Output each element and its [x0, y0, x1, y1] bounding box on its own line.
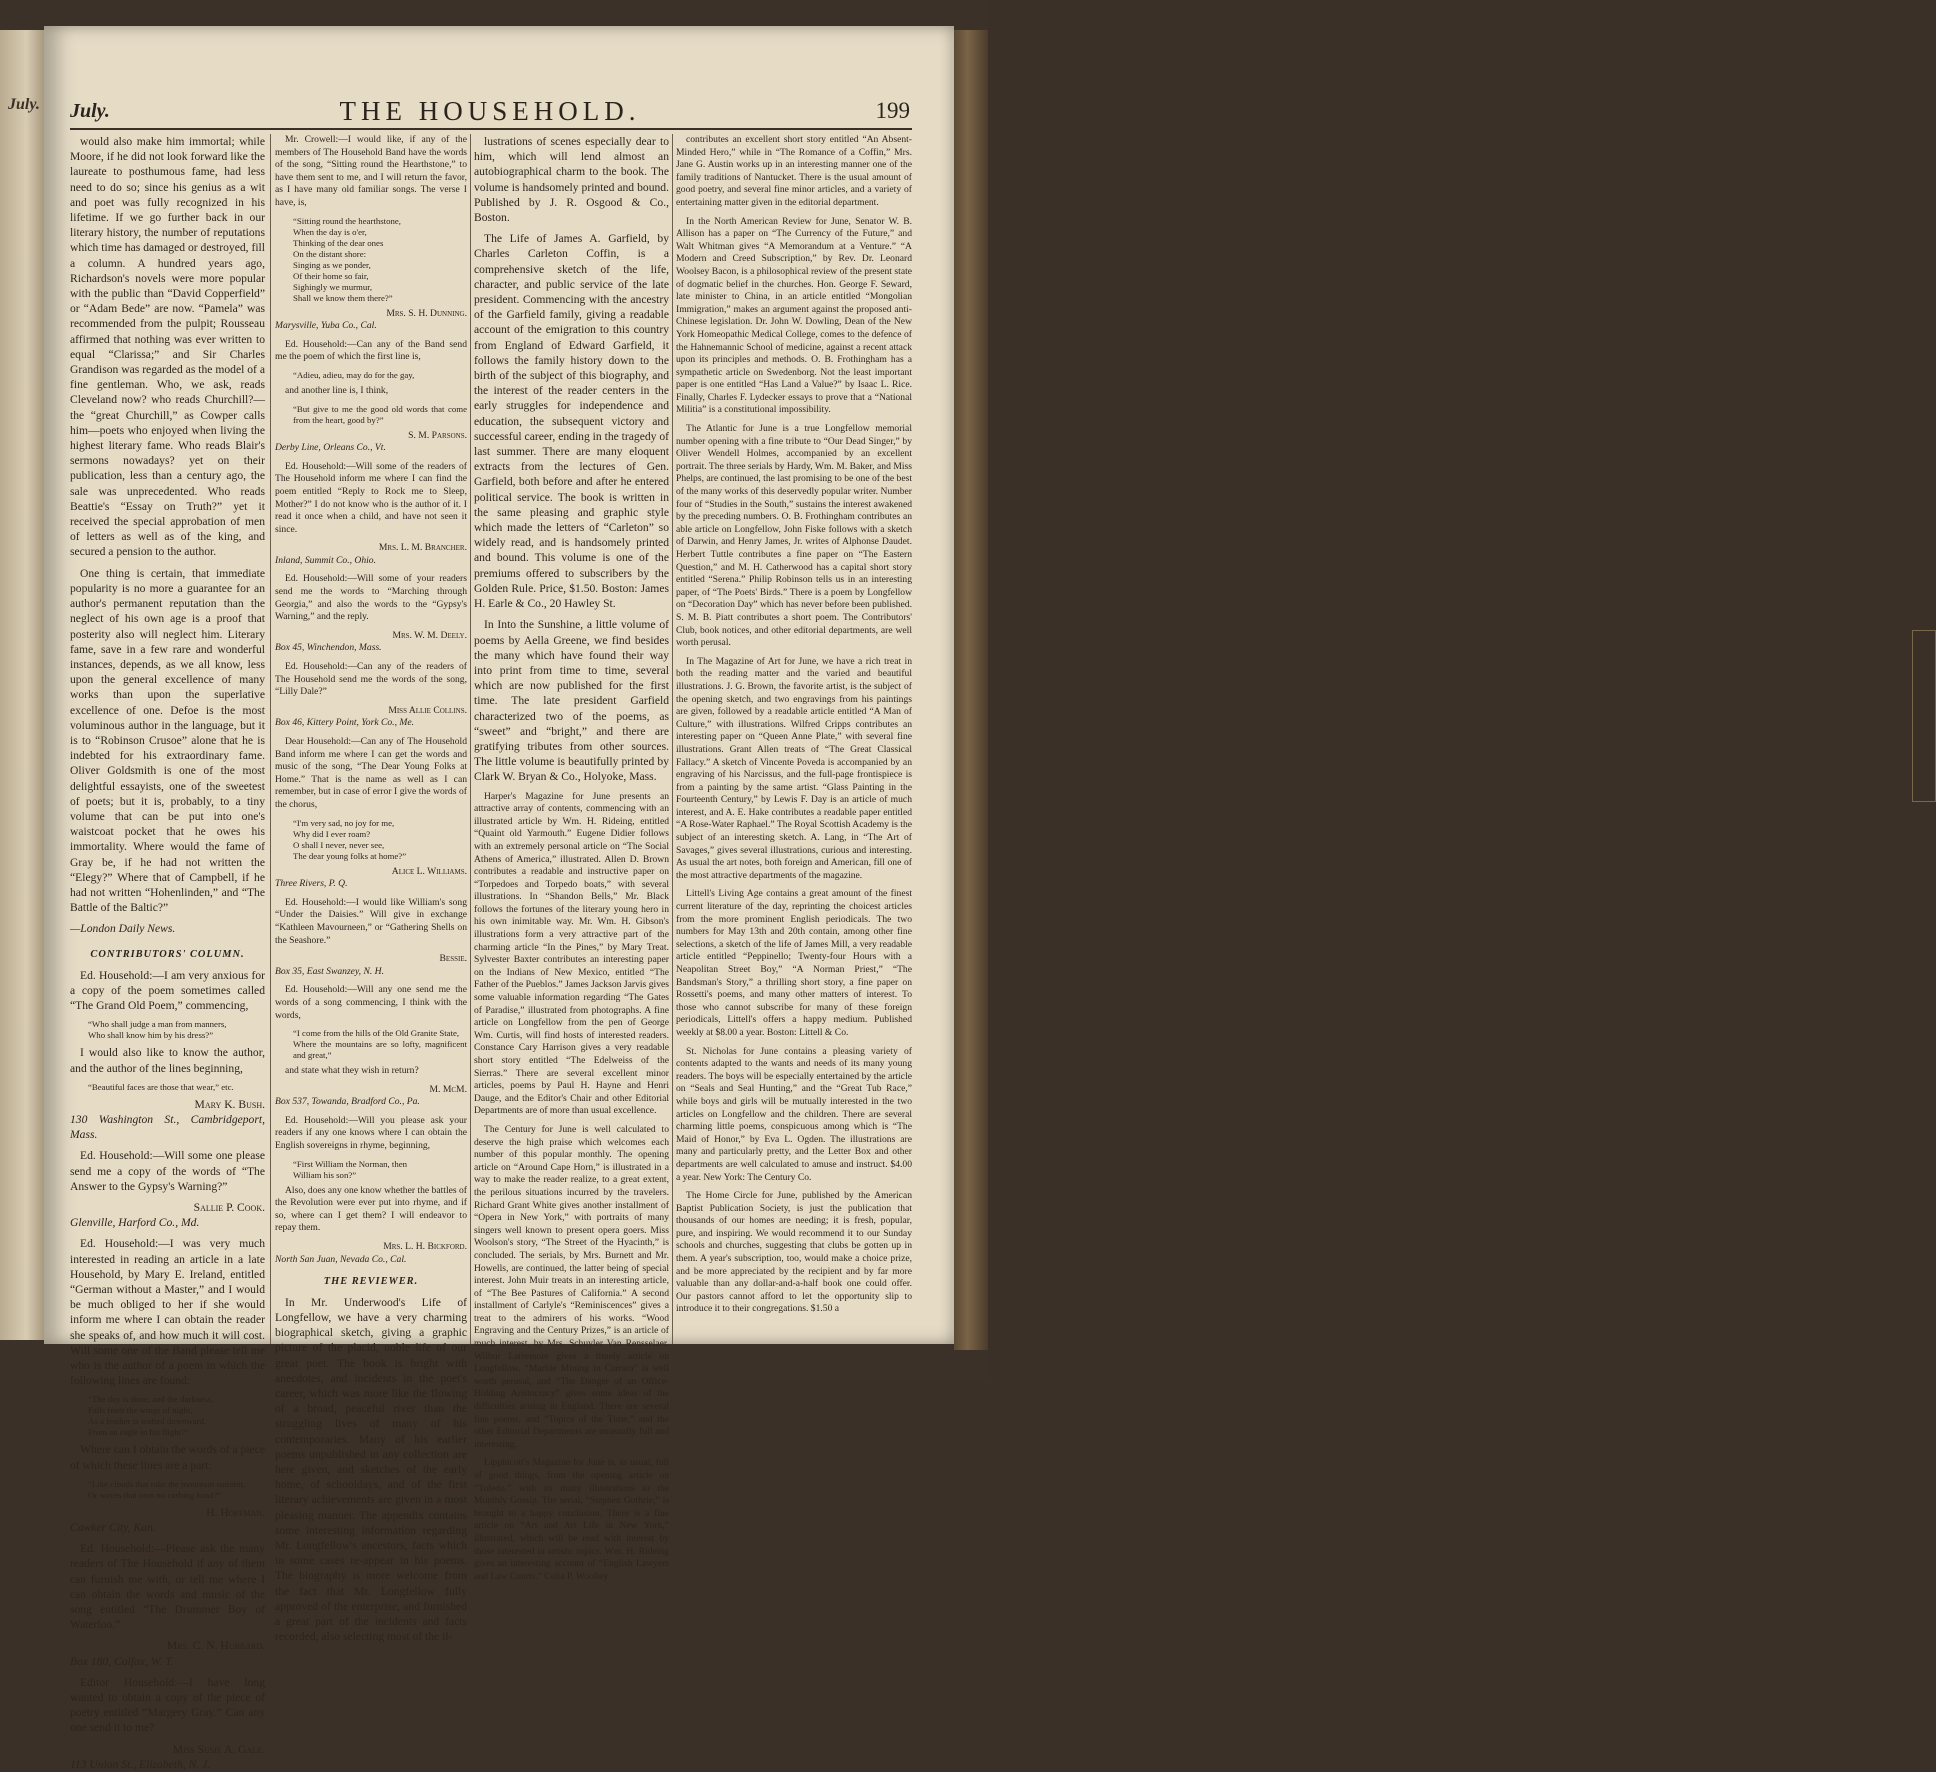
letter-verse: “Who shall judge a man from manners, Who shall know him by his dress?” — [88, 1019, 227, 1041]
letter-text: and state what they wish in return? — [285, 1065, 419, 1077]
letter-signature: S. M. Parsons. — [408, 429, 467, 441]
book-binding-edge — [954, 30, 988, 1350]
column-3 — [474, 134, 669, 1582]
letter-signature: Bessie. — [439, 953, 467, 965]
letter-verse: “First William the Norman, then William his son?” — [293, 1158, 408, 1180]
letter-text: Ed. Household:—Will some of the readers of The Household inform me where I can find the poem entitled “Reply to Rock me to Sleep, Mother?” I do not know who is the author of it. I read it once when a child, and have not seen it since. — [275, 460, 467, 535]
letter-verse: “I come from the hills of the Old Granite State, Where the mountains are so lofty, magnificent and great,” — [293, 1028, 467, 1061]
column-divider — [470, 134, 471, 1344]
letter-signature: Mrs. L. H. Bickford. — [383, 1241, 467, 1253]
letter-text: and another line is, I think, — [285, 384, 389, 396]
column-4 — [676, 134, 912, 1344]
letter-text: Ed. Household:—I would like William's song “Under the Daisies.” Will give in exchange “Kathleen Mavourneen,” or “Gathering Shells on the Seashore.” — [275, 896, 467, 946]
paragraph: Harper's Magazine for June presents an attractive array of contents, commencing with an illustrated article by Wm. H. Rideing, entitled “Quaint old Yarmouth.” Eugene Didier follows with an extremely personal article on “The Social Athens of America,” illustrated. Allen D. Brown contributes a readable and instructive paper on “Torpedoes and Torpedo boats,” with several illustrations. In “Shandon Bells,” Mr. Black follows the fortunes of the literary young hero in his own inimitable way. Mr. Wm. H. Gibson's illustrations form a very attractive part of the charming article “In the Pines,” by Mary Treat. Sylvester Baxter contributes an interesting paper on the Indians of New Mexico, entitled “The Father of the Pueblos.” James Jackson Jarvis gives some valuable information regarding “The Gates of Paradise,” illustrated from photographs. A fine article on Longfellow from the pen of George Wm. Curtis, will find hosts of interested readers. Constance Cary Harrison gives a very readable short story entitled “The Edelweiss of the Sierras.” There are several excellent minor articles, poems by Paul H. Hayne and Henri Dauge, and the Editor's Chair and other Editorial Departments are of more than usual excellence. — [474, 790, 669, 1117]
letter-location: Three Rivers, P. Q. — [275, 878, 348, 890]
paragraph: In the North American Review for June, Senator W. B. Allison has a paper on “The Currency of the Future,” and Walt Whitman gives “A Memorandum at a Venture.” “A Modern and Creed Subscription,” by Rev. Dr. Leonard Woolsey Bacon, is a philosophical review of the present state of dogmatic belief in the churches. Hon. George F. Seward, late minister to China, in an article entitled “Mongolian Immigration,” makes an argument against the proposed anti-Chinese legislation. Dr. John W. Dowling, Dean of the New York Homeopathic Medical College, comes to the defence of the Hahnemannic School of medicine, against a recent attack upon its principles and methods. O. B. Frothingham has a sympathetic article on Swedenborg. Not the least important paper is one entitled “Has Land a Value?” by Isaac L. Rice. Finally, Charles F. Lydecker essays to prove that a “National Militia” is a constitutional impossibility. — [676, 215, 912, 416]
letter-location: Box 46, Kittery Point, York Co., Me. — [275, 717, 415, 729]
letter-text: Ed. Household:—Will you please ask your readers if any one knows where I can obtain the English sovereigns in rhyme, beginning, — [275, 1114, 467, 1152]
column-divider — [270, 134, 271, 1344]
article-source: —London Daily News. — [70, 922, 176, 936]
section-title-reviewer: THE REVIEWER. — [323, 1276, 419, 1288]
letter-location: Derby Line, Orleans Co., Vt. — [275, 442, 386, 454]
column-1 — [70, 134, 265, 1771]
library-stamp — [1912, 630, 1936, 802]
letter-signature: Mrs. C. N. Hubbard. — [166, 1639, 265, 1653]
letter-verse: “I'm very sad, no joy for me, Why did I ever roam? O shall I never, never see, The dear young folks at home?” — [293, 817, 407, 861]
letter-verse: “Beautiful faces are those that wear,” etc. — [88, 1081, 234, 1092]
letter-text: I would also like to know the author, and the author of the lines beginning, — [70, 1046, 265, 1075]
paragraph: contributes an excellent short story entitled “An Absent-Minded Hero,” while in “The Romance of a Coffin,” Mrs. Jane G. Austin works up in an interesting manner one of the family traditions of Nantucket. There is the usual amount of good poetry, and several fine minor articles, and a variety of entertaining matter given in the editorial department. — [676, 134, 912, 208]
letter-location: Box 45, Winchendon, Mass. — [275, 642, 382, 654]
letter-location: Inland, Summit Co., Ohio. — [275, 554, 377, 566]
letter-signature: Alice L. Williams. — [391, 865, 467, 877]
paragraph: In Mr. Underwood's Life of Longfellow, we have a very charming biographical sketch, giving a graphic picture of the placid, noble life of our great poet. The book is bright with anecdotes, and incidents in the poet's career, which was more like the flowing of a broad, peaceful river than the struggling lives of many of his contemporaries. Many of his earlier poems unpublished in any collection are here given, and sketches of the early home, of schooldays, and of the first literary achievements are given in a most pleasing manner. The appendix contains some interesting information regarding Mr. Longfellow's ancestors, facts which in some cases re-appear in his poems. The biography is more welcome from the fact that Mr. Longfellow fully approved of the enterprise, and furnished a great part of the incidents and facts recorded, also selecting most of the il- — [275, 1295, 467, 1644]
masthead-title: THE HOUSEHOLD. — [339, 96, 641, 126]
letter-signature: H. Hoffman. — [206, 1505, 265, 1519]
letter-location: Box 180, Colfax, W. T. — [70, 1654, 174, 1668]
letter-text: Ed. Household:—Will some one please send me a copy of the words of “The Answer to the Gypsy's Warning?” — [70, 1149, 265, 1193]
facing-page-running-head: July. — [8, 96, 40, 113]
letter-signature: Mrs. W. M. Deely. — [392, 629, 467, 641]
column-2 — [275, 134, 467, 1644]
letter-location: Marysville, Yuba Co., Cal. — [275, 320, 377, 332]
letter-location: Cawker City, Kan. — [70, 1521, 156, 1535]
letter-signature: Mrs. L. M. Brancher. — [378, 542, 467, 554]
paragraph: One thing is certain, that immediate popularity is no more a guarantee for an author's permanent reputation than the neglect of his own age is a proof that posterity also will neglect him. Literary fame, save in a few rare and wonderful instances, depends, as we all know, less upon the general excellence of many works than upon the superlative excellence of one. Defoe is the most voluminous author in the language, but it is to “Robinson Crusoe” alone that he is indebted for his extraordinary fame. Oliver Goldsmith is one of the most delightful essayists, one of the sweetest of poets; but it is, probably, to a tiny volume that can be put into one's waistcoat pocket that he owes his immortality. Where would the fame of Gray be, if he had not written the “Elegy?” Where that of Campbell, if he had not written “Hohenlinden,” and “The Battle of the Baltic?” — [70, 566, 265, 915]
letter-text: Ed. Household:—I am very anxious for a copy of the poem sometimes called “The Grand Old Poem,” commencing, — [70, 968, 265, 1013]
paragraph: would also make him immortal; while Moore, if he did not look forward like the laureate to posthumous fame, had less need to do so; since his genius as a wit and poet was fully recognized in his lifetime. If we go further back in our literary history, the number of reputations which time has damaged or destroyed, fill a column. A hundred years ago, Richardson's novels were more popular with the public than “David Copperfield” or “Adam Bede” are now. “Pamela” was recommended from the pulpit; Rousseau affirmed that nothing was ever written to equal “Clarissa;” and Sir Charles Grandison was regarded as the model of a fine gentleman. Who, we ask, reads Cleveland now? who reads Churchill?—the “great Churchill,” as Cowper calls him—poets who enjoyed when living the highest literary fame. Who reads Blair's sermons nowadays? yet on their publication, less than a century ago, the sale was unprecedented. Who reads Beattie's “Essay on Truth?” yet it received the special approbation of men of letters as well as of the king, and secured a pension to the author. — [70, 135, 265, 559]
paragraph: The Century for June is well calculated to deserve the high praise which welcomes each number of this popular monthly. The opening article on “Around Cape Horn,” is illustrated in a way to make the reader realize, to a great extent, the perilous situations incurred by the travelers. Richard Grant White gives another installment of “Opera in New York,” with portraits of many singers well known to present opera goers. Miss Woolson's story, “The Street of the Hyacinth,” is concluded. The serials, by Mrs. Burnett and Mr. Howells, are continued, the latter being of special interest. John Muir treats in an interesting article, of “The Bee Pastures of California.” A second installment of Carlyle's “Reminiscences” gives a treat to the admirers of his works. “Wood Engraving and the Century Prizes,” is an article of much interest, by Mrs. Schuyler Van Rensselaer. Wilbur Larremore gives a timely article on Longfellow. “Marble Mining in Carrara” is well worth perusal, and “The Danger of an Office-Holding Aristocracy” gives some ideas of the difficulties arising in England. There are several fine poems, and “Topics of the Time,” and the other Editorial Departments are unusually full and interesting. — [474, 1123, 669, 1450]
letter-location: Box 35, East Swanzey, N. H. — [275, 965, 384, 977]
letter-signature: Miss Susie A. Gale. — [172, 1742, 265, 1756]
paragraph: St. Nicholas for June contains a pleasing variety of contents adapted to the wants and needs of its many young readers. The boys will be especially entertained by the article on “Seals and Seal Hunting,” and the “Great Tub Race,” while boys and girls will be mutually interested in the two articles on Longfellow and the children. There are several charming little poems, conspicuous among which is “The Maid of Honor,” by Eva L. Ogden. The illustrations are many and particularly pretty, and the Letter Box and other departments are well calculated to amuse and instruct. $4.00 a year. New York: The Century Co. — [676, 1045, 912, 1183]
letter-text: Dear Household:—Can any of The Household Band inform me where I can get the words and music of the song, “The Dear Young Folks at Home.” That is the name as well as I can remember, but in case of error I give the words of the chorus, — [275, 736, 467, 810]
paragraph: In The Magazine of Art for June, we have a rich treat in both the reading matter and the varied and beautiful illustrations. J. G. Brown, the favorite artist, is the subject of the opening sketch, and two engravings from his paintings are given, followed by a readable article entitled “A Man of Culture,” with illustrations. Wilfred Cripps contributes an interesting paper on “Queen Anne Plate,” with several fine illustrations. Grant Allen treats of “The Great Classical Fallacy.” A sketch of Vincente Poveda is accompanied by an engraving of his Narcissus, and the full-page frontispiece is from a painting by the same artist. “Glass Painting in the Fourteenth Century,” by Lewis F. Day is an article of much interest, and A. E. Hake contributes a readable paper entitled “A Rose-Water Raphael.” The Royal Scottish Academy is the subject of an interesting sketch. A. Lang, in “The Art of Savages,” gives several illustrations, curious and interesting. As usual the art notes, both foreign and American, fill one of the most attractive departments of the magazine. — [676, 655, 912, 881]
letter-location: 130 Washington St., Cambridgeport, Mass. — [70, 1112, 265, 1142]
letter-verse: “But give to me the good old words that come from the heart, good by?” — [293, 403, 467, 425]
header-month: July. — [70, 100, 110, 122]
header-rule — [70, 128, 912, 130]
paragraph: The Atlantic for June is a true Longfellow memorial number opening with a fine tribute to “Our Dead Singer,” by Oliver Wendell Holmes, accompanied by an excellent portrait. The three serials by Hardy, Wm. M. Baker, and Miss Phelps, are continued, the last promising to be one of the best of the many works of this deservedly popular writer. Number four of “Studies in the South,” sustains the interest awakened by the preceding numbers. O. B. Frothingham contributes an able article on Longfellow, John Fiske follows with a sketch of Darwin, and Henry James, Jr. writes of Alphonse Daudet. Herbert Tuttle contributes a fine paper on “The Eastern Question,” and M. H. Catherwood has a capital short story entitled “Serena.” Philip Robinson tells us in an interesting paper, of “The Poets' Birds.” There is a poem by Longfellow on “Decoration Day” which has never before been published. S. M. B. Piatt contributes a short poem. The Contributors' Club, book notices, and other editorial departments, are well worth perusal. — [676, 423, 912, 649]
letter-verse: “Sitting round the hearthstone, When the day is o'er, Thinking of the dear ones On the distant shore: Singing as we ponder, Of their home so fair, Sighingly we murmur, Shall we know them there?” — [293, 215, 401, 303]
letter-text: Ed. Household:—Can any of the Band send me the poem of which the first line is, — [275, 338, 467, 363]
page-header — [70, 96, 910, 128]
letter-text: Also, does any one know whether the battles of the Revolution were ever put into rhyme, and if so, where can I get them? I will endeavor to repay them. — [275, 1184, 467, 1234]
paragraph: Lippincott's Magazine for June is, as usual, full of good things, from the opening article on “Toledo,” with its many illustrations to the Monthly Gossip. The serial, “Stephen Guthrie,” is brought to a happy conclusion. There is a fine article on “Art and Art Life in New York,” illustrated, which will be read with interest by those interested in artistic topics. Wm. H. Rideing gives an interesting account of “English Lawyers and Law Courts.” Celia P. Woolley — [474, 1457, 669, 1582]
section-title-contributors: CONTRIBUTORS' COLUMN. — [90, 948, 245, 960]
letter-verse: “Like clouds that rake the mountain summit, Or waves that own no curbing hand?” — [88, 1478, 246, 1500]
facing-page-edge — [0, 30, 44, 1340]
letter-text: Ed. Household:—Will any one send me the words of a song commencing, I think with the words, — [275, 984, 467, 1021]
letter-verse: “Adieu, adieu, may do for the gay, — [293, 369, 415, 380]
page-number: 199 — [875, 98, 910, 123]
letter-location: 113 Union St., Elizabeth, N. J. — [70, 1757, 211, 1771]
paragraph: The Home Circle for June, published by the American Baptist Publication Society, is just the publication that thousands of our homes are needing; it is fresh, popular, pure, and inspiring. We would recommend it to our Sunday schools and churches, suggesting that clubs be gotten up in them. A year's subscription, too, would make a choice prize, and be more appreciated by the recipient and by far more valuable than any dollar-and-a-half book one could offer. Our pastors cannot afford to let the opportunity slip to introduce it to their congregations. $1.50 a — [676, 1190, 912, 1315]
column-divider — [672, 134, 673, 1344]
review-block — [275, 1295, 467, 1645]
paragraph: Littell's Living Age contains a great amount of the finest current literature of the day, reprinting the choicest articles from the more prominent English periodicals. The two numbers for May 13th and 20th contain, among other fine selections, a sketch of the life of James Mill, a very readable article entitled “Peppinello; Twenty-four Hours with a Neapolitan Street Boy,” “A Norman Priest,” “The Bandsman's Story,” a thrilling short story, a fine paper on Rossetti's poems, and many other matters of interest. To those who cannot subscribe for many of these foreign periodicals, Littell's offers a happy medium. Published weekly at $8.00 a year. Boston: Littell & Co. — [676, 888, 912, 1038]
letter-text: Ed. Household:—Can any of the readers of The Household send me the words of the song, “Lilly Dale?” — [275, 661, 467, 698]
letter-text: Editor Household:—I have long wanted to obtain a copy of the piece of poetry entitled “Margery Gray.” Can any one send it to me? — [70, 1675, 265, 1735]
letter-signature: Miss Allie Collins. — [388, 704, 467, 716]
letter-signature: Mrs. S. H. Dunning. — [386, 307, 467, 319]
letter-location: North San Juan, Nevada Co., Cal. — [275, 1253, 407, 1265]
letter-signature: Sallie P. Cook. — [193, 1201, 265, 1214]
paragraph: In Into the Sunshine, a little volume of poems by Aella Greene, we find besides the many which have found their way into print from time to time, several which are now published for the first time. The late president Garfield characterized two of the poems, as “sweet” and “bright,” and there are gratifying tributes from other sources. The little volume is beautifully printed by Clark W. Bryan & Co., Holyoke, Mass. — [474, 618, 669, 784]
letter-text: Ed. Household:—I was very much interested in reading an article in a late Household, by Mary E. Ireland, entitled “German without a Master,” and I would be much obliged to her if she would inform me where I can obtain the reader she speaks of, and how much it will cost. Will some one of the Band please tell me who is the author of a poem in which the following lines are found: — [70, 1237, 265, 1388]
letter-text: Where can I obtain the words of a piece of which these lines are a part: — [70, 1443, 265, 1472]
letter-location: Box 537, Towanda, Bradford Co., Pa. — [275, 1096, 420, 1108]
letter-text: Mr. Crowell:—I would like, if any of the members of The Household Band have the words of the song, “Sitting round the Hearthstone,” to have them sent to me, and I will return the favor, as I have many old familiar songs. The verse I have, is, — [275, 134, 467, 208]
letter-signature: M. McM. — [429, 1083, 467, 1095]
letter-text: Ed. Household:—Please ask the many readers of The Household if any of them can furnish me with, or tell me where I can obtain the words and music of the song entitled “The Drummer Boy of Waterloo.” — [70, 1542, 265, 1632]
letter-signature: Mary K. Bush. — [194, 1097, 265, 1111]
small-type-block — [474, 791, 669, 1584]
letter-location: Glenville, Harford Co., Md. — [70, 1216, 200, 1230]
paragraph: The Life of James A. Garfield, by Charles Carleton Coffin, is a comprehensive sketch of the life, character, and public service of the late president. Commencing with the ancestry of the Garfield family, giving a readable account of the emigration to this country from England of Edward Garfield, it follows the family history down to the birth of the subject of this biography, and the interest of the reader centers in the early struggles for independence and education, the subsequent victory and successful career, ending in the tragedy of last summer. There are many eloquent extracts from the lectures of Gen. Garfield, both before and after he entered political service. The book is written in the same pleasing and graphic style which made the letters of “Carleton” so widely read, and is handsomely printed and bound. This volume is one of the premiums offered to subscribers by the Golden Rule. Price, $1.50. Boston: James H. Earle & Co., 20 Hawley St. — [474, 232, 669, 611]
letter-verse: “The day is done, and the darkness, Falls from the wings of night, As a feather is wafted downward, From an eagle in his flight?” — [88, 1394, 214, 1438]
letter-text: Ed. Household:—Will some of your readers send me the words to “Marching through Georgia,” and also the words to the “Gypsy's Warning,” and the reply. — [275, 573, 467, 623]
paragraph: lustrations of scenes especially dear to him, which will lend almost an autobiographical charm to the book. The volume is handsomely printed and bound. Published by J. R. Osgood & Co., Boston. — [474, 135, 669, 225]
